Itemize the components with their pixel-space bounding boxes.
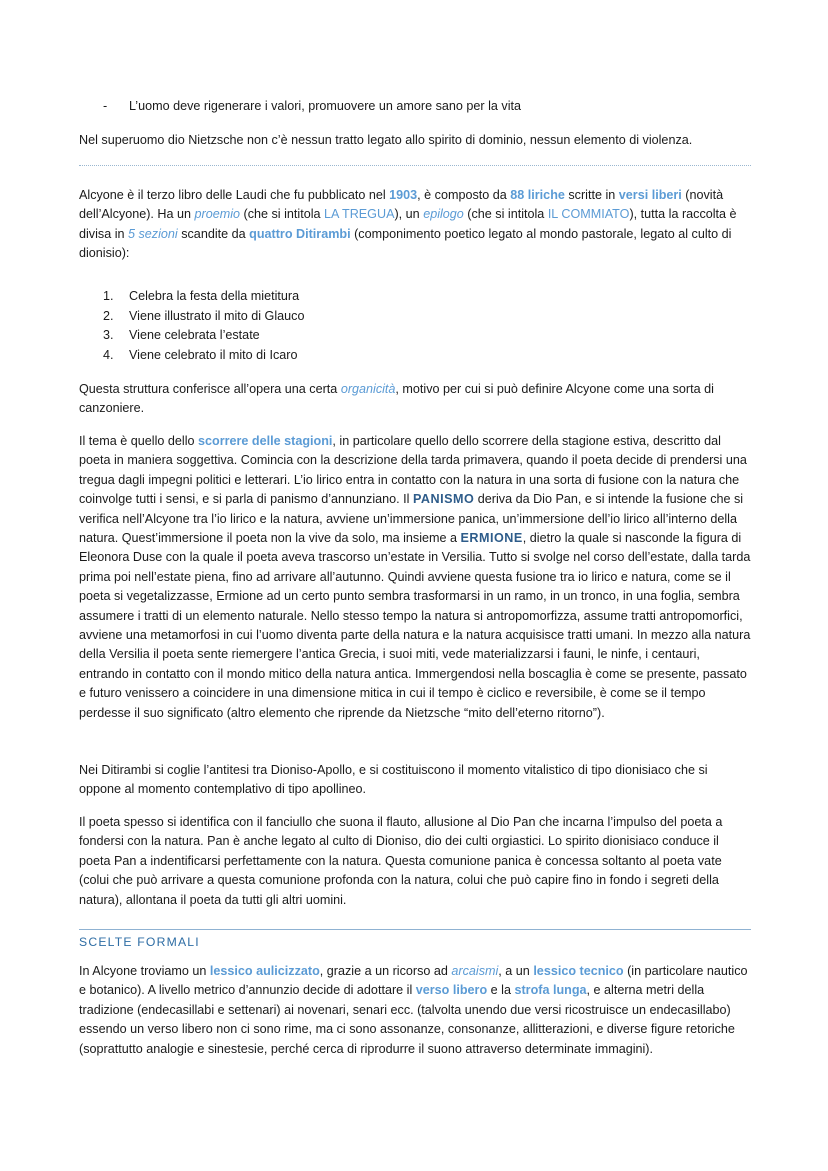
section-heading: SCELTE FORMALI [79,935,200,949]
list-item: 4. Viene celebrato il mito di Icaro [103,347,298,362]
list-item: 1. Celebra la festa della mietitura [103,289,300,303]
sezioni-highlight: 5 sezioni [128,226,178,241]
proemio-highlight: proemio [194,207,241,222]
tregua-highlight: LA TREGUA [324,207,395,222]
list-item: 3. Viene celebrata l’estate [103,328,260,342]
versi-liberi-highlight: versi liberi [618,188,682,202]
tema-paragraph: Il tema è quello dello scorrere delle stagioni, in particolare quello dello scorrere della stagione estiva, descritto dal poeta in maniera soggettiva. Comincia con la descrizione della tarda primavera, quando il poeta decide di prendersi una tregua dagli impegni politici e letterari. L’io lirico entra in contatto con la natura in una sorta di fusione con la natura che coinvolge tutti i sensi, e si parla di panismo d’annunziano. Il PANISMO deriva da Dio Pan, e si intende la fusione che si verifica nell’Alcyone tra l’io lirico e la natura, avviene un’immersione panica, un’immersione dell’io lirico all’interno della natura. Quest’immersione il poeta non la vive da solo, ma insieme a ERMIONE, dietro la quale si nasconde la figura di Eleonora Duse con la quale il poeta aveva trascorso un’estate in Versilia. Tutto si svolge nel corso dell’estate, dalla tarda prima poi nell’estate piena, fino ad arrivare all’autunno. Quindi avviene questa fusione tra io lirico e natura, come se il poeta si vegetalizzasse, Ermione ad un certo punto sembra trasformarsi in un ramo, in un tronco, in una foglia, sembra assumere i tratti di un elemento naturale. Nello stesso tempo la natura si antropomorfizza, assume tratti antropomorfici, avviene una metamorfosi in cui l’uomo diventa parte della natura e la natura acquisisce tratti umani. In mezzo alla natura della Versilia il poeta sente riemergere l’antica Grecia, i suoi miti, vede materializzarsi i fauni, le ninfe, i centauri, entrando in contatto con il mondo mitico della natura antica. Immergendosi nella boscaglia è come se presente, passato e futuro venissero a coincidere in una dimensione mitica in cui il tempo è ciclico e reversibile, è come se il tempo perdesse il suo significato (altro elemento che riprende da Nietzsche “mito dell’eterno ritorno”). [79,434,751,720]
nietzsche-note: Nel superuomo dio Nietzsche non c’è nessun tratto legato allo spirito di dominio, nessun elemento di violenza. [79,133,693,147]
bullet-text: L’uomo deve rigenerare i valori, promuovere un amore sano per la vita [129,99,522,113]
panismo-highlight: PANISMO [412,492,475,507]
dash-marker: - [103,99,108,113]
organicita-highlight: organicità [340,382,396,396]
ditirambi-list [79,287,751,365]
flauto-paragraph: Il poeta spesso si identifica con il fanciullo che suona il flauto, allusione al Dio Pan che incarna l’impulso del poeta a fondersi con la natura. Pan è anche legato al culto di Dioniso, dio dei culti orgiastici. Lo spirito dionisiaco conduce il poeta Pan a indentificarsi perfettamente con la natura. Questa comunione panica è concessa soltanto al poeta vate (colui che può arrivare a questa comunione profonda con la natura, colui che può capire fino in fondo i segreti della natura), allontana il poeta da tutti gli altri uomini. [79,815,723,907]
stagioni-highlight: scorrere delle stagioni [198,434,333,448]
year-highlight: 1903 [389,188,418,202]
arcaismi-highlight: arcaismi [451,964,499,978]
ermione-highlight: ERMIONE [460,531,523,546]
lessico-tecnico-highlight: lessico tecnico [533,964,624,978]
verso-libero-highlight: verso libero [415,983,488,998]
commiato-highlight: IL COMMIATO [547,207,630,222]
list-item: 2. Viene illustrato il mito di Glauco [103,308,305,323]
epilogo-highlight: epilogo [423,207,464,222]
scelte-paragraph: In Alcyone troviamo un lessico aulicizzato, grazie a un ricorso ad arcaismi, a un lessico tecnico (in particolare nautico e botanico). A livello metrico d’annunzio decide di adottare il verso libero e la strofa lunga, e alterna metri della tradizione (endecasillabi e settenari) ai novenari, senari ecc. (talvolta unendo due versi ricostruisce un endecasillabo) essendo un verso libero non ci sono rime, ma ci sono assonanze, consonanze, allitterazioni, e diverse figure retoriche (soprattutto analogie e sinestesie, perché cerca di riprodurre il suono attraverso determinate immagini). [79,964,748,1056]
liriche-highlight: 88 liriche [510,188,565,202]
ditirambi-highlight: quattro Ditirambi [249,226,351,241]
section-rule [79,929,751,930]
struttura-paragraph: Questa struttura conferisce all’opera una certa organicità, motivo per cui si può definire Alcyone come una sorta di canzoniere. [79,382,714,416]
dotted-separator [79,165,751,166]
lessico-aulicizzato-highlight: lessico aulicizzato [209,964,320,978]
bullet-item [103,99,521,113]
intro-paragraph: Alcyone è il terzo libro delle Laudi che fu pubblicato nel 1903, è composto da 88 liriche scritte in versi liberi (novità dell’Alcyone). Ha un proemio (che si intitola LA TREGUA), un epilogo (che si intitola IL COMMIATO), tutta la raccolta è divisa in 5 sezioni scandite da quattro Ditirambi (componimento poetico legato al mondo pastorale, legato al culto di dionisio): [79,188,737,261]
antitesi-paragraph: Nei Ditirambi si coglie l’antitesi tra Dioniso-Apollo, e si costituiscono il momento vitalistico di tipo dionisiaco che si oppone al momento contemplativo di tipo apollineo. [79,763,708,797]
strofa-lunga-highlight: strofa lunga [514,983,587,998]
